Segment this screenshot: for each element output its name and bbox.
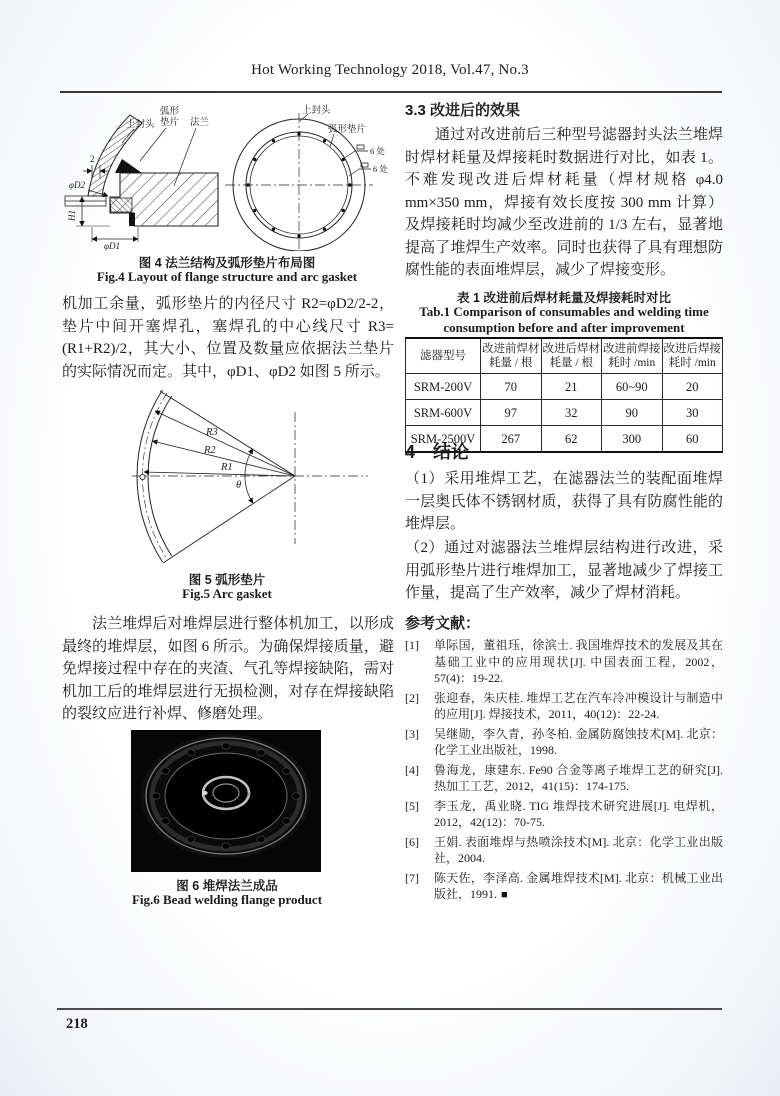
fig6-caption-en: Fig.6 Bead welding flange product bbox=[131, 892, 323, 907]
weld-bead bbox=[115, 159, 142, 173]
fig4-label-gasket-line1: 弧形 bbox=[160, 107, 180, 117]
fig4-caption-en: Fig.4 Layout of flange structure and arc gasket bbox=[96, 269, 358, 284]
section-3-3-paragraph: 通过对改进前后三种型号滤器封头法兰堆焊时焊材耗量及焊接耗时数据进行对比，如表 1。不难发现改进后焊材耗量（焊材规格 φ4.0 mm×350 mm，焊接有效长度按 300 mm 计算）及焊接耗时均减少至改进前的 1/3 左右，显著地提高了堆焊生产效率。同时也获得了具有理想防腐性能的表面堆焊层，减少了焊接变形。 bbox=[405, 127, 723, 278]
fig5-caption-zh: 图 5 弧形垫片 bbox=[188, 573, 266, 587]
table-row: SRM-2500V 267 62 300 60 bbox=[406, 426, 723, 453]
table1-title-zh: 表 1 改进前后焊材耗量及焊接耗时对比 bbox=[457, 291, 671, 305]
reference-item bbox=[405, 690, 723, 723]
plug-weld bbox=[129, 213, 135, 226]
reference-number: [4] bbox=[405, 762, 419, 777]
table-row: SRM-600V 97 32 90 30 bbox=[406, 400, 723, 426]
section-4-heading: 4 结论 bbox=[405, 442, 470, 462]
left-paragraph-machining: 机加工余量，弧形垫片的内径尺寸 R2=φD2/2-2，垫片中间开塞焊孔，塞焊孔的中心线尺寸 R3=(R1+R2)/2，其大小、位置及数量应依据法兰垫片的实际情况而定。其中，φD1、φD2 如图 5 所示。 bbox=[62, 296, 394, 380]
fig5-label-r1: R1 bbox=[221, 462, 233, 473]
reference-text: 王娟. 表面堆焊与热喷涂技术[M]. 北京：化学工业出版社，2004. bbox=[434, 834, 723, 865]
reference-item bbox=[405, 637, 723, 687]
reference-item bbox=[405, 762, 723, 795]
col-header: 改进后焊材 bbox=[542, 343, 600, 355]
fig4-dim-H1: H1 bbox=[67, 210, 77, 221]
reference-text: 李玉龙，禹业晓. TIG 堆焊技术研究进展[J]. 电焊机，2012，42(12)：70-75. bbox=[434, 798, 723, 829]
end-of-article-mark: ■ bbox=[501, 889, 508, 901]
fig4-label-gasket2: 弧形垫片 bbox=[328, 125, 367, 135]
references-heading: 参考文献： bbox=[405, 615, 481, 632]
sector-lower-edge bbox=[163, 476, 295, 563]
cell-model: SRM-2500V bbox=[406, 426, 481, 453]
figure6-flange-photo bbox=[131, 730, 321, 872]
fig5-label-r2: R2 bbox=[204, 445, 216, 456]
conclusion-paragraph-2: （2）通过对滤器法兰堆焊层结构进行改进，采用弧形垫片进行堆焊加工，显著地减少了焊接工作量，提高了生产效率，减少了焊材消耗。 bbox=[405, 540, 723, 601]
fig4-label-dome2: 上封头 bbox=[302, 106, 331, 116]
fig4-caption-zh: 图 4 法兰结构及弧形垫片布局图 bbox=[138, 256, 316, 270]
reference-number: [2] bbox=[405, 690, 419, 705]
reference-text: 张迎春，朱庆桂. 堆焊工艺在汽车冷冲模设计与制造中的应用[J]. 焊接技术，2011，40(12)：22-24. bbox=[434, 690, 723, 721]
fig4-label-six-a: 6 处 bbox=[370, 146, 385, 156]
col-header: 改进前焊接 bbox=[603, 343, 661, 355]
references-list bbox=[405, 637, 723, 907]
fig4-label-dome: 上封头 bbox=[126, 120, 155, 130]
reference-text: 鲁海龙，康建东. Fe90 合金等离子堆焊工艺的研究[J]. 热加工工艺，2012，41(15)：174-175. bbox=[434, 762, 723, 793]
table1-comparison bbox=[405, 337, 723, 453]
reference-number: [7] bbox=[405, 870, 419, 885]
left-paragraph-machining2: 法兰堆焊后对堆焊层进行整体机加工，以形成最终的堆焊层，如图 6 所示。为确保焊接质量，避免焊接过程中存在的夹渣、气孔等焊接缺陷，需对机加工后的堆焊层进行无损检测，对存在焊接缺陷的裂纹应进行补焊、修磨处理。 bbox=[62, 616, 394, 722]
table-header-row: 滤器型号 改进前焊材 耗量 / 根 改进后焊材 耗量 / 根 改进前焊接 耗时 /min 改进后焊接 耗时 /min bbox=[406, 338, 723, 374]
page-number: 218 bbox=[66, 1016, 88, 1032]
reference-text-inner: 陈天佐，李泽高. 金属堆焊技术[M]. 北京：机械工业出版社，1991. bbox=[434, 870, 723, 901]
reference-number: [1] bbox=[405, 638, 419, 652]
reference-number: [3] bbox=[405, 726, 419, 741]
radius-line-r1 bbox=[144, 472, 295, 476]
figure4-flange-structure-drawing bbox=[62, 101, 392, 251]
plug-hole-marker bbox=[140, 474, 145, 479]
fig4-label-flange: 法兰 bbox=[190, 118, 210, 128]
reference-item bbox=[405, 870, 723, 904]
figure5-arc-gasket-drawing bbox=[80, 388, 380, 568]
section-3-3-heading: 3.3 改进后的效果 bbox=[405, 102, 521, 119]
cell-model: SRM-200V bbox=[406, 374, 481, 400]
col-header: 改进前焊材 bbox=[482, 343, 540, 355]
fig4-label-six-b: 6 处 bbox=[373, 164, 388, 174]
reference-item bbox=[405, 834, 723, 867]
footer-rule bbox=[57, 1008, 722, 1010]
reference-text: 吴继勋，李久青，孙冬柏. 金属防腐蚀技术[M]. 北京：化学工业出版社，1998. bbox=[434, 726, 723, 757]
fig5-caption-en: Fig.5 Arc gasket bbox=[182, 586, 272, 601]
conclusion-paragraph-1: （1）采用堆焊工艺，在滤器法兰的装配面堆焊一层奥氏体不锈钢材质，获得了具有防腐性能的堆焊层。 bbox=[405, 471, 723, 532]
fig6-caption-zh: 图 6 堆焊法兰成品 bbox=[176, 879, 278, 893]
fig4-dim-phiD1: φD1 bbox=[104, 241, 120, 251]
col-header: 改进后焊接 bbox=[663, 343, 721, 355]
col-header-model: 滤器型号 bbox=[420, 350, 466, 362]
gasket-section bbox=[110, 198, 132, 212]
table1-title-en-line1: Tab.1 Comparison of consumables and welding time bbox=[419, 304, 709, 319]
fig4-dim-phiD2: φD2 bbox=[69, 180, 85, 190]
reference-item bbox=[405, 726, 723, 759]
header-rule bbox=[60, 91, 722, 93]
reference-number: [6] bbox=[405, 834, 419, 849]
reference-text: 单际国，董祖珏，徐滨士. 我国堆焊技术的发展及其在基础工业中的应用现状[J]. 中国表面工程，2002，57(4)：19-22. bbox=[434, 638, 723, 685]
reference-text bbox=[434, 870, 723, 904]
fig4-dim-2: 2 bbox=[90, 154, 95, 164]
table-row: SRM-200V 70 21 60~90 20 bbox=[406, 374, 723, 400]
fig5-label-theta: θ bbox=[236, 480, 242, 491]
fig4-label-gasket-line2: 垫片 bbox=[160, 118, 180, 128]
weld-symbol-icon bbox=[357, 145, 364, 149]
cell-model: SRM-600V bbox=[406, 400, 481, 426]
table1-title-en-line2: consumption before and after improvement bbox=[443, 320, 685, 335]
reference-number: [5] bbox=[405, 798, 419, 813]
fig5-label-r3: R3 bbox=[206, 427, 218, 438]
journal-header: Hot Working Technology 2018, Vol.47, No.3 bbox=[251, 62, 529, 78]
reference-item bbox=[405, 798, 723, 831]
